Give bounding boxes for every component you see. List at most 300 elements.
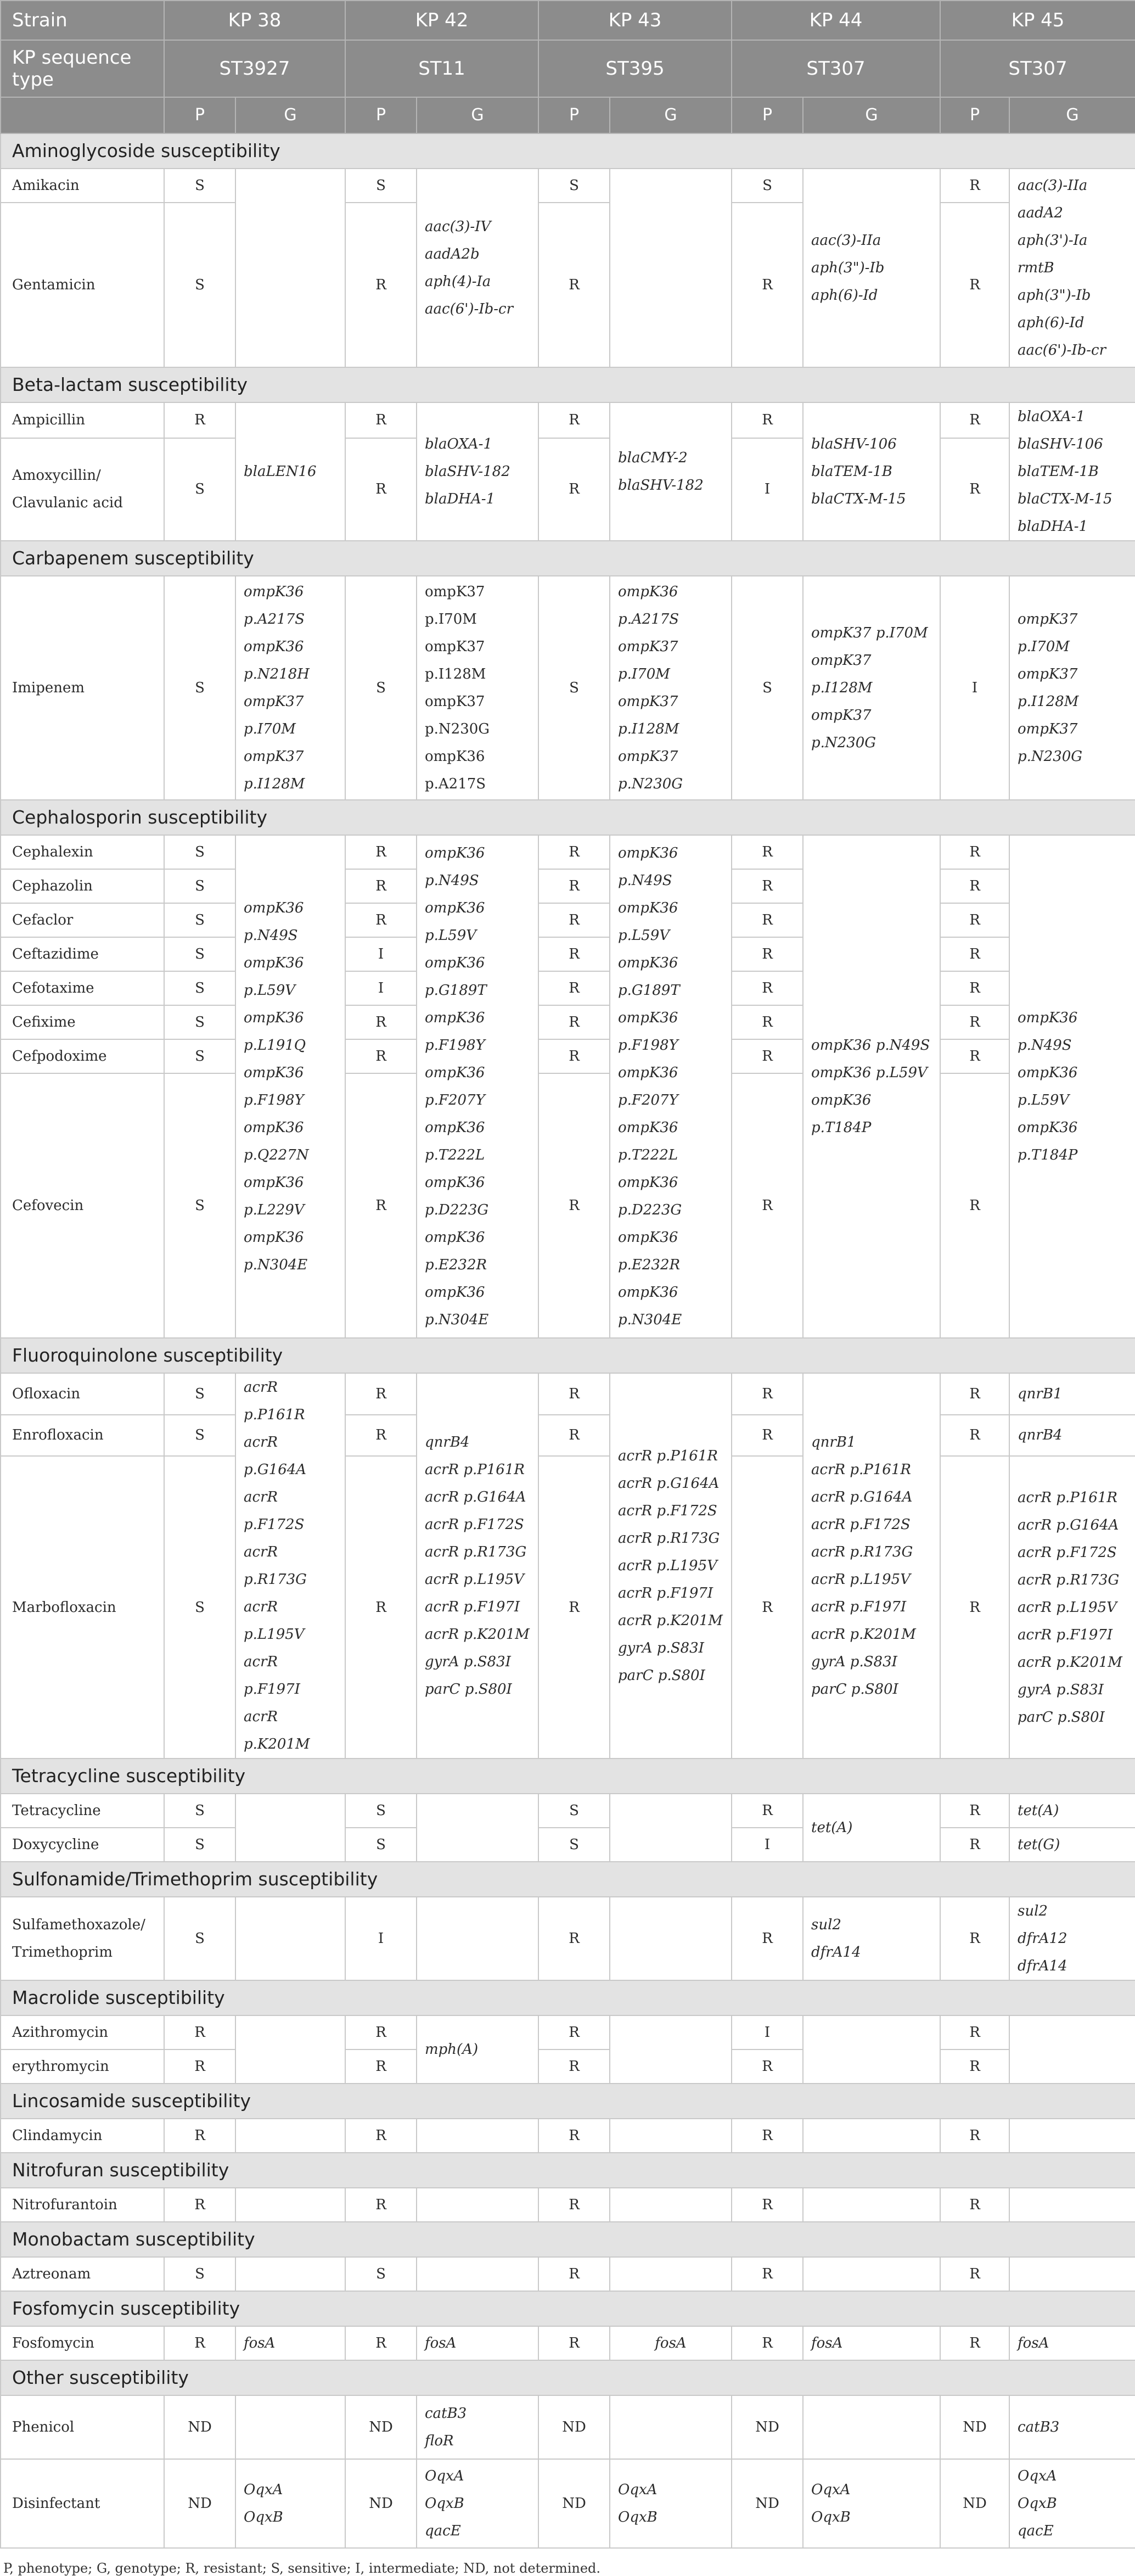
section-title: Monobactam susceptibility [1, 2222, 1135, 2257]
genotype-cell [1009, 1828, 1135, 1862]
phenotype-value: R [538, 2119, 610, 2153]
phenotype-value: R [940, 1794, 1009, 1828]
drug-name: Cefpodoxime [1, 1039, 164, 1073]
table-row [1, 1794, 1135, 1828]
phenotype-value: S [732, 576, 803, 800]
phenotype-value: S [164, 1794, 235, 1828]
gene-entry: qacE [425, 2523, 461, 2539]
genotype-cell [235, 2015, 345, 2084]
genotype-cell [235, 2188, 345, 2222]
gene-entry: qnrB4 [1018, 1427, 1063, 1444]
phenotype-value: S [538, 576, 610, 800]
gene-entry: p.L59V [618, 927, 670, 944]
gene-entry: p.N218H [244, 666, 310, 682]
gene-entry: blaDHA-1 [1018, 518, 1088, 535]
gene-entry: ompK36 [618, 1065, 678, 1081]
gene-entry: ompK37 [425, 693, 485, 710]
genotype-header: G [235, 97, 345, 133]
genotype-cell [1009, 402, 1135, 541]
gene-entry: acrR p.F172S [811, 1516, 911, 1533]
gene-entry: ompK36 [618, 955, 678, 971]
gene-entry: acrR p.L195V [618, 1558, 717, 1574]
drug-name: Imipenem [1, 576, 164, 800]
phenotype-value: S [538, 1794, 610, 1828]
gene-entry: ompK36 [425, 1010, 485, 1026]
phenotype-value: R [732, 1415, 803, 1457]
gene-entry: fosA [655, 2335, 687, 2351]
drug-name: Aztreonam [1, 2257, 164, 2291]
gene-entry: ompK36 [425, 1119, 485, 1136]
gene-entry: p.I70M [618, 666, 670, 682]
phenotype-value: S [164, 1373, 235, 1415]
drug-name: Ofloxacin [1, 1373, 164, 1415]
section-header-row [1, 367, 1135, 402]
gene-entry: blaSHV-106 [811, 436, 897, 452]
drug-name: Phenicol [1, 2395, 164, 2459]
section-header-row [1, 800, 1135, 835]
genotype-cell [803, 1794, 940, 1862]
table-row [1, 2326, 1135, 2360]
table-row [1, 169, 1135, 203]
gene-entry: p.N49S [618, 872, 672, 889]
drug-name: Tetracycline [1, 1794, 164, 1828]
table-row [1, 576, 1135, 800]
phenotype-value: S [164, 1828, 235, 1862]
phenotype-value: R [345, 869, 417, 903]
gene-entry: ompK36 [244, 1065, 304, 1081]
genotype-header: G [803, 97, 940, 133]
gene-entry: acrR p.K201M [1018, 1654, 1122, 1671]
gene-entry: acrR p.F172S [618, 1503, 717, 1519]
phenotype-value: ND [732, 2459, 803, 2548]
gene-entry: acrR p.P161R [618, 1448, 718, 1464]
gene-entry: parC p.S80I [811, 1681, 898, 1698]
phenotype-value: R [940, 903, 1009, 937]
drug-name: Sulfamethoxazole/ Trimethoprim [1, 1897, 164, 1980]
genotype-cell [1009, 169, 1135, 367]
phenotype-value: S [345, 1828, 417, 1862]
table-row [1, 937, 1135, 971]
phenotype-value: I [345, 937, 417, 971]
gene-entry: OqxB [425, 2495, 464, 2512]
genotype-cell [803, 835, 940, 1338]
table-row [1, 2188, 1135, 2222]
table-row [1, 2015, 1135, 2049]
sequence-type: ST3927 [164, 40, 345, 97]
drug-name: Cephazolin [1, 869, 164, 903]
phenotype-value: R [940, 1039, 1009, 1073]
phenotype-header: P [538, 97, 610, 133]
gene-entry: acrR p.L195V [244, 1599, 305, 1643]
phenotype-value: R [345, 2188, 417, 2222]
phenotype-value: I [345, 971, 417, 1005]
drug-name: Nitrofurantoin [1, 2188, 164, 2222]
phenotype-value: R [940, 438, 1009, 541]
genotype-cell [610, 2326, 732, 2360]
phenotype-header: P [940, 97, 1009, 133]
section-title: Fosfomycin susceptibility [1, 2291, 1135, 2326]
phenotype-value: R [940, 1415, 1009, 1457]
phenotype-header: P [345, 97, 417, 133]
gene-entry: ompK36 p.T184P [811, 1092, 872, 1136]
sequence-type: ST11 [345, 40, 538, 97]
phenotype-value: R [345, 1073, 417, 1338]
phenotype-value: ND [538, 2395, 610, 2459]
genotype-cell [417, 2395, 538, 2459]
genotype-cell [610, 2459, 732, 2548]
drug-name: Amikacin [1, 169, 164, 203]
gene-entry: ompK37 [618, 748, 678, 765]
gene-entry: blaOXA-1 [425, 436, 493, 452]
phenotype-value: R [538, 2015, 610, 2049]
phenotype-value: R [164, 2119, 235, 2153]
gene-entry: acrR p.G164A [618, 1475, 720, 1492]
phenotype-value: R [732, 1005, 803, 1039]
table-row [1, 971, 1135, 1005]
gene-entry: acrR p.G164A [1018, 1516, 1119, 1533]
gene-entry: OqxA [618, 2482, 658, 2498]
phenotype-value: R [538, 869, 610, 903]
genotype-cell [610, 402, 732, 541]
phenotype-value: R [940, 2119, 1009, 2153]
gene-entry: p.N304E [244, 1257, 308, 1273]
gene-entry: p.I70M [425, 611, 477, 628]
gene-entry: fosA [244, 2335, 276, 2351]
phenotype-value: S [164, 903, 235, 937]
section-title: Beta-lactam susceptibility [1, 367, 1135, 402]
gene-entry: blaSHV-106 [1018, 436, 1103, 452]
gene-entry: acrR p.L195V [811, 1571, 911, 1588]
sequence-type: ST307 [732, 40, 940, 97]
phenotype-value: R [940, 1897, 1009, 1980]
genotype-cell [803, 2015, 940, 2084]
genotype-cell [235, 169, 345, 367]
gene-entry: acrR p.F197I [244, 1654, 300, 1698]
gene-entry: acrR p.F197I [1018, 1626, 1113, 1643]
gene-entry: p.E232R [425, 1257, 487, 1273]
phenotype-value: R [732, 2049, 803, 2084]
gene-entry: blaSHV-182 [425, 463, 510, 480]
phenotype-value: R [164, 2188, 235, 2222]
phenotype-value: R [940, 402, 1009, 438]
genotype-cell [417, 2459, 538, 2548]
phenotype-value: R [164, 402, 235, 438]
sequence-type-label: KP sequence type [1, 40, 164, 97]
gene-entry: acrR p.F172S [425, 1516, 524, 1533]
genotype-cell [803, 2459, 940, 2548]
gene-entry: acrR [244, 1434, 278, 1451]
phenotype-header: P [732, 97, 803, 133]
phenotype-value: I [345, 1897, 417, 1980]
genotype-cell [417, 1794, 538, 1862]
strain-header-row [1, 1, 1135, 40]
gene-entry: p.F198Y [244, 1092, 304, 1108]
gene-entry: blaCMY-2 [618, 450, 688, 466]
phenotype-value: S [164, 438, 235, 541]
phenotype-value: I [732, 438, 803, 541]
gene-entry: p.I70M [244, 721, 296, 737]
section-title: Aminoglycoside susceptibility [1, 133, 1135, 169]
genotype-cell [235, 2459, 345, 2548]
table-row [1, 1039, 1135, 1073]
gene-entry: ompK37 [618, 639, 678, 655]
gene-entry: p.D223G [618, 1202, 682, 1218]
phenotype-value: R [732, 1794, 803, 1828]
gene-entry: acrR p.K201M [425, 1626, 530, 1643]
table-row [1, 1456, 1135, 1759]
phenotype-value: S [345, 169, 417, 203]
genotype-cell [803, 169, 940, 367]
gene-entry: p.F207Y [425, 1092, 485, 1108]
phenotype-value: S [345, 1794, 417, 1828]
gene-entry: ompK36 p.L59V [1018, 1065, 1078, 1108]
genotype-cell [1009, 2395, 1135, 2459]
genotype-cell [1009, 835, 1135, 1338]
phenotype-value: R [538, 2257, 610, 2291]
genotype-cell [235, 1897, 345, 1980]
gene-entry: acrR p.F197I [811, 1599, 907, 1615]
drug-name: Gentamicin [1, 203, 164, 367]
gene-entry: ompK36 [618, 1010, 678, 1026]
phenotype-value: S [164, 1039, 235, 1073]
phenotype-value: ND [538, 2459, 610, 2548]
phenotype-value: R [538, 438, 610, 541]
gene-entry: p.A217S [244, 611, 305, 628]
gene-entry: acrR [244, 1709, 278, 1725]
phenotype-value: R [538, 835, 610, 869]
strain-name: KP 44 [732, 1, 940, 40]
drug-name: Ampicillin [1, 402, 164, 438]
table-row [1, 1897, 1135, 1980]
table-row [1, 402, 1135, 438]
phenotype-value: ND [940, 2395, 1009, 2459]
gene-entry: aph(4)-Ia [425, 273, 491, 290]
gene-entry: qacE [1018, 2523, 1054, 2539]
section-title: Tetracycline susceptibility [1, 1759, 1135, 1794]
table-row [1, 1828, 1135, 1862]
phenotype-value: R [732, 2188, 803, 2222]
gene-entry: ompK36 [425, 955, 485, 971]
gene-entry: acrR p.G164A [425, 1489, 526, 1505]
strain-name: KP 45 [940, 1, 1135, 40]
gene-entry: ompK37 p.I70M [811, 625, 928, 641]
phenotype-value: R [940, 1456, 1009, 1759]
gene-entry: OqxB [244, 2509, 283, 2525]
phenotype-value: R [732, 2257, 803, 2291]
gene-entry: ompK36 [425, 1174, 485, 1191]
drug-name: Cefaclor [1, 903, 164, 937]
sequence-type: ST395 [538, 40, 732, 97]
gene-entry: acrR p.F172S [1018, 1544, 1117, 1561]
phenotype-value: R [732, 1039, 803, 1073]
phenotype-value: S [164, 2257, 235, 2291]
gene-entry: p.T222L [618, 1147, 678, 1163]
phenotype-value: R [345, 2326, 417, 2360]
gene-entry: ompK36 [618, 845, 678, 861]
genotype-cell [235, 1373, 345, 1759]
gene-entry: qnrB4 [425, 1434, 470, 1451]
phenotype-value: R [538, 903, 610, 937]
gene-entry: acrR p.L195V [1018, 1599, 1117, 1616]
gene-entry: blaTEM-1B [811, 463, 892, 480]
gene-entry: fosA [1018, 2335, 1049, 2351]
genotype-cell [235, 1794, 345, 1862]
section-header-row [1, 541, 1135, 576]
gene-entry: p.E232R [618, 1257, 681, 1273]
phenotype-value: R [538, 2049, 610, 2084]
phenotype-value: R [538, 1373, 610, 1415]
gene-entry: acrR p.P161R [1018, 1489, 1117, 1506]
phenotype-value: S [538, 169, 610, 203]
phenotype-value: S [164, 203, 235, 367]
genotype-cell [417, 2326, 538, 2360]
phenotype-value: R [345, 835, 417, 869]
phenotype-value: R [940, 1828, 1009, 1862]
phenotype-value: R [940, 203, 1009, 367]
gene-entry: ompK37 p.I70M [1018, 611, 1078, 655]
genotype-cell [235, 576, 345, 800]
drug-name: Cefixime [1, 1005, 164, 1039]
gene-entry: OqxB [618, 2509, 658, 2525]
phenotype-value: S [345, 2257, 417, 2291]
gene-entry: aac(6')-Ib-cr [425, 301, 514, 317]
gene-entry: ompK37 [425, 584, 485, 600]
genotype-cell [1009, 1897, 1135, 1980]
gene-entry: tet(A) [1018, 1802, 1059, 1819]
phenotype-value: S [732, 169, 803, 203]
genotype-cell [1009, 576, 1135, 800]
gene-entry: acrR p.F197I [618, 1585, 713, 1601]
gene-entry: p.N230G [811, 735, 876, 751]
gene-entry: p.A217S [618, 611, 679, 628]
section-title: Other susceptibility [1, 2360, 1135, 2395]
gene-entry: catB3 [425, 2405, 467, 2422]
gene-entry: ompK36 [618, 1174, 678, 1191]
gene-entry: ompK36 [425, 900, 485, 916]
genotype-cell [803, 2257, 940, 2291]
section-title: Cephalosporin susceptibility [1, 800, 1135, 835]
phenotype-value: R [732, 869, 803, 903]
gene-entry: ompK36 [244, 1229, 304, 1246]
genotype-cell [610, 2119, 732, 2153]
genotype-cell [803, 2119, 940, 2153]
gene-entry: blaSHV-182 [618, 477, 704, 494]
gene-entry: ompK36 [244, 639, 304, 655]
gene-entry: ompK37 p.I128M [811, 652, 873, 696]
table-footnote: P, phenotype; G, genotype; R, resistant; S, sensitive; I, intermediate; ND, not determined. [3, 2561, 601, 2576]
genotype-cell [803, 2188, 940, 2222]
phenotype-value: S [164, 1897, 235, 1980]
gene-entry: ompK36 [618, 1119, 678, 1136]
gene-entry: OqxB [811, 2509, 851, 2525]
gene-entry: ompK36 p.N49S [1018, 1010, 1078, 1054]
phenotype-value: R [732, 1456, 803, 1759]
gene-entry: p.N49S [244, 927, 298, 944]
phenotype-value: S [164, 1415, 235, 1457]
phenotype-value: R [732, 903, 803, 937]
phenotype-value: R [940, 1005, 1009, 1039]
table-row [1, 438, 1135, 541]
drug-name: Cephalexin [1, 835, 164, 869]
gene-entry: acrR p.R173G [244, 1544, 307, 1588]
gene-entry: p.Q227N [244, 1147, 309, 1163]
drug-name: Cefotaxime [1, 971, 164, 1005]
drug-name: Ceftazidime [1, 937, 164, 971]
phenotype-value: R [538, 1897, 610, 1980]
phenotype-value: R [345, 438, 417, 541]
phenotype-value: R [345, 1415, 417, 1457]
phenotype-value: R [732, 203, 803, 367]
phenotype-value: I [732, 2015, 803, 2049]
gene-entry: acrR p.R173G [1018, 1571, 1120, 1588]
phenotype-header: P [164, 97, 235, 133]
phenotype-value: R [732, 2119, 803, 2153]
table-row [1, 2119, 1135, 2153]
gene-entry: dfrA14 [811, 1944, 861, 1961]
drug-name: erythromycin [1, 2049, 164, 2084]
phenotype-value: R [345, 1456, 417, 1759]
genotype-cell [1009, 2459, 1135, 2548]
phenotype-value: R [940, 1373, 1009, 1415]
gene-entry: ompK37 [244, 748, 304, 765]
gene-entry: ompK36 [244, 584, 304, 600]
drug-name: Marbofloxacin [1, 1456, 164, 1759]
phenotype-value: R [345, 903, 417, 937]
table-row [1, 1415, 1135, 1457]
genotype-cell [417, 2015, 538, 2084]
section-header-row [1, 2084, 1135, 2119]
gene-entry: ompK36 [244, 955, 304, 971]
genotype-cell [417, 1897, 538, 1980]
phenotype-value: R [732, 2326, 803, 2360]
gene-entry: p.G164A [244, 1461, 307, 1478]
gene-entry: p.N304E [425, 1312, 489, 1328]
gene-entry: ompK37 [425, 639, 485, 655]
phenotype-value: ND [345, 2395, 417, 2459]
phenotype-value: R [345, 2119, 417, 2153]
gene-entry: aph(3")-Ib [1018, 287, 1091, 304]
sequence-type: ST307 [940, 40, 1135, 97]
gene-entry: ompK37 [618, 693, 678, 710]
section-header-row [1, 2360, 1135, 2395]
phenotype-value: R [940, 971, 1009, 1005]
phenotype-value: R [345, 2015, 417, 2049]
gene-entry: ompK36 p.N49S [811, 1037, 930, 1054]
phenotype-value: R [164, 2015, 235, 2049]
genotype-cell [235, 2119, 345, 2153]
table-row [1, 203, 1135, 367]
section-header-row [1, 1338, 1135, 1373]
gene-entry: sul2 [811, 1917, 841, 1933]
phenotype-value: R [538, 937, 610, 971]
strain-name: KP 38 [164, 1, 345, 40]
phenotype-value: R [538, 971, 610, 1005]
phenotype-value: S [164, 835, 235, 869]
gene-entry: blaOXA-1 [1018, 408, 1086, 425]
section-title: Sulfonamide/Trimethoprim susceptibility [1, 1862, 1135, 1897]
gene-entry: aac(3)-IIa [1018, 177, 1088, 194]
gene-entry: p.F198Y [618, 1037, 678, 1054]
gene-entry: floR [425, 2433, 454, 2449]
table-row [1, 1073, 1135, 1338]
gene-entry: acrR p.R173G [618, 1530, 720, 1547]
phenotype-value: R [538, 1415, 610, 1457]
gene-entry: p.N230G [1018, 748, 1083, 765]
phenotype-value: I [732, 1828, 803, 1862]
phenotype-value: R [732, 402, 803, 438]
gene-entry: mph(A) [425, 2041, 479, 2058]
phenotype-value: ND [164, 2459, 235, 2548]
